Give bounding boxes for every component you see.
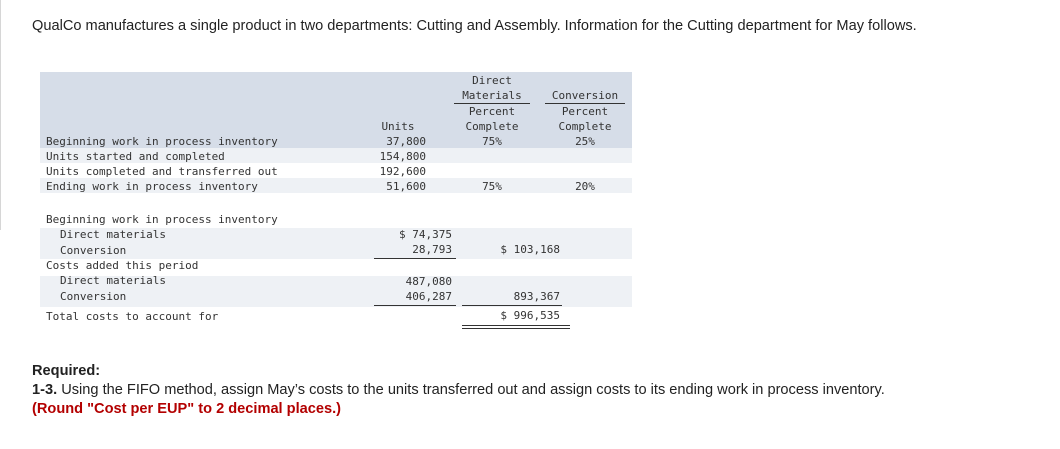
- units-beginning-wip: 37,800: [386, 135, 426, 148]
- units-started-completed: 154,800: [379, 150, 426, 163]
- rounding-note: (Round "Cost per EUP" to 2 decimal places.): [32, 401, 342, 417]
- beginning-wip-label: Beginning work in process inventory: [46, 213, 278, 226]
- beg-dm-label: Direct materials: [60, 228, 166, 241]
- dm-pct-beginning-wip: 75%: [482, 135, 502, 148]
- costs-added-label: Costs added this period: [46, 259, 199, 272]
- dm-header-line3: Percent: [468, 105, 516, 118]
- conv-header-line1: Conversion: [551, 89, 619, 102]
- beg-dm-value: $ 74,375: [399, 228, 452, 241]
- beg-conv-value: 28,793: [412, 243, 452, 256]
- conv-header-line3: Complete: [558, 120, 612, 133]
- conv-pct-beginning-wip: 25%: [575, 135, 595, 148]
- units-transferred-out: 192,600: [379, 165, 426, 178]
- row-label-transferred-out: Units completed and transferred out: [46, 165, 278, 178]
- dm-header-line2: Materials: [462, 89, 522, 102]
- required-heading: Required:: [32, 363, 101, 379]
- add-conv-label: Conversion: [60, 290, 127, 303]
- dm-header-line4: Complete: [465, 120, 519, 133]
- required-section: [32, 362, 1032, 419]
- conv-pct-ending-wip: 20%: [575, 180, 595, 193]
- required-line: [32, 381, 1032, 400]
- row-label-started-completed: Units started and completed: [46, 150, 225, 163]
- row-label-beginning-wip: Beginning work in process inventory: [46, 135, 278, 148]
- dm-header-underline: [454, 103, 530, 104]
- total-costs-value: $ 996,535: [500, 309, 560, 322]
- added-total-underline: [462, 305, 562, 306]
- dm-header-line1: Direct: [472, 74, 512, 87]
- row-label-ending-wip: Ending work in process inventory: [46, 180, 258, 193]
- add-conv-value: 406,287: [405, 290, 452, 303]
- beg-conv-label: Conversion: [60, 244, 127, 257]
- required-text: Using the FIFO method, assign May’s costs to the units transferred out and assign costs to its ending work in process inventory.: [57, 382, 885, 398]
- left-edge-divider: [0, 0, 3, 230]
- total-costs-label: Total costs to account for: [46, 310, 219, 323]
- beg-total-value: $ 103,168: [500, 243, 560, 256]
- conv-header-line2: Percent: [561, 105, 609, 118]
- add-dm-value: 487,080: [405, 275, 452, 288]
- conv-header-underline: [545, 103, 625, 104]
- units-ending-wip: 51,600: [386, 180, 426, 193]
- add-dm-label: Direct materials: [60, 274, 166, 287]
- dm-pct-ending-wip: 75%: [482, 180, 502, 193]
- add-subtotal-underline: [374, 305, 456, 306]
- units-header: Units: [381, 120, 415, 133]
- required-number: 1-3.: [32, 382, 58, 398]
- intro-text: QualCo manufactures a single product in two departments: Cutting and Assembly. Information for the Cutting department for May follows.: [32, 18, 917, 34]
- beg-subtotal-underline: [374, 258, 456, 259]
- added-total-value: 893,367: [513, 290, 560, 303]
- total-double-underline: [462, 325, 570, 329]
